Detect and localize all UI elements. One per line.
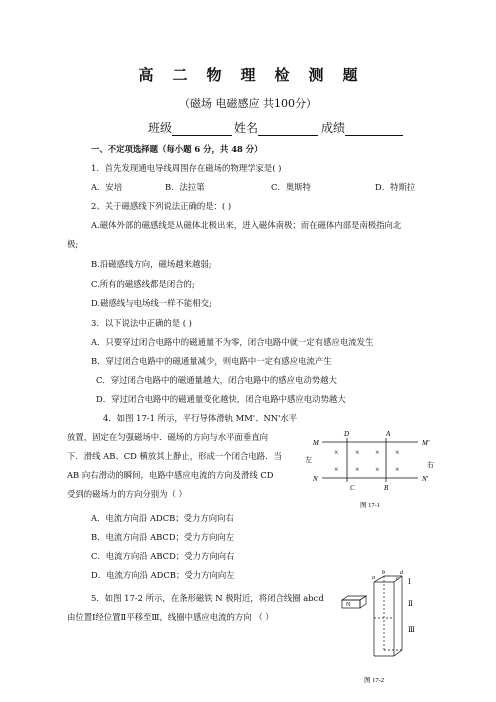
q4-line1: 4．如图 17-1 所示，平行导体滑轨 MM'、NN'水平 bbox=[103, 413, 298, 423]
label-c: C bbox=[350, 484, 355, 492]
name-field bbox=[234, 119, 318, 136]
q4-option-a: A．电流方向沿 ADCB；受力方向向右 bbox=[91, 513, 234, 523]
q5-line2: 由位置Ⅰ经位置Ⅱ平移至Ⅲ，线圈中感应电流的方向 （ ） bbox=[67, 612, 274, 622]
q2-stem: 2、关于磁感线下列说法正确的是：( ) bbox=[91, 201, 232, 211]
page-title: 高二物理检测题 bbox=[138, 66, 377, 84]
label-d: D bbox=[344, 430, 350, 438]
name-blank[interactable] bbox=[258, 123, 318, 136]
figure-17-1 bbox=[300, 428, 440, 518]
q5-line1: 5．如图 17-2 所示，在条形磁铁 N 极附近，将闭合线圈 abcd bbox=[91, 593, 324, 603]
coil-diag bbox=[394, 650, 402, 656]
q4-line3: 下．滑线 AB、CD 横放其上静止，形成一个闭合电路．当 bbox=[67, 451, 282, 461]
q2-option-b: B.沿磁感线方向，磁场越来越弱; bbox=[91, 259, 212, 269]
q2-option-d: D.磁感线与电场线一样不能相交; bbox=[91, 298, 212, 308]
label-m-prime: M' bbox=[422, 439, 430, 447]
magnet-end-face bbox=[360, 596, 366, 608]
q2-option-c: C.所有的磁感线都是闭合的; bbox=[91, 279, 195, 289]
coil-positions bbox=[374, 576, 402, 656]
label-n: N bbox=[313, 475, 318, 483]
q1-option-d: D．特斯拉 bbox=[375, 182, 416, 192]
field-cross: × bbox=[355, 465, 360, 474]
magnet-front-face bbox=[342, 600, 360, 608]
label-c: c bbox=[396, 576, 399, 582]
class-label: 班级 bbox=[148, 121, 173, 135]
q4-line5: 受到的磁场力的方向分别为（ ） bbox=[67, 489, 187, 499]
q3-option-c: C．穿过闭合电路中的磁通量越大，闭合电路中的感应电动势越大 bbox=[96, 375, 337, 385]
position-1-label: Ⅰ bbox=[408, 578, 411, 586]
label-b: B bbox=[384, 484, 389, 492]
figure-17-2 bbox=[338, 570, 438, 688]
label-right: 右 bbox=[427, 461, 434, 469]
coil-diag bbox=[374, 576, 384, 582]
label-a: a bbox=[372, 575, 375, 581]
label-n-prime: N' bbox=[422, 475, 429, 483]
label-b: b bbox=[382, 570, 385, 576]
q4-option-d: D．电流方向沿 ADCB；受力方向向左 bbox=[91, 570, 235, 580]
q4-line4: AB 向右滑动的瞬间，电路中感应电流的方向及滑线 CD bbox=[67, 470, 274, 480]
q1-option-b: B．法拉第 bbox=[165, 182, 205, 192]
q2-option-a: A.磁体外部的磁感线是从磁体北极出来，进入磁体南极；而在磁体内部是南极指向北 bbox=[91, 220, 402, 230]
magnetic-field-crosses bbox=[334, 448, 400, 474]
field-cross: × bbox=[334, 448, 339, 457]
figure-17-2-caption: 图 17-2 bbox=[364, 677, 385, 684]
field-cross: × bbox=[355, 448, 360, 457]
position-3-label: Ⅲ bbox=[408, 626, 415, 634]
class-blank[interactable] bbox=[172, 123, 232, 136]
field-cross: × bbox=[395, 448, 400, 457]
q3-option-d: D．穿过闭合电路中的磁通量变化越快，闭合电路中感应电动势越大 bbox=[96, 394, 346, 404]
field-cross: × bbox=[375, 448, 380, 457]
name-label: 姓名 bbox=[234, 121, 259, 135]
score-field bbox=[321, 119, 403, 136]
class-field bbox=[148, 119, 232, 136]
q3-option-b: B．穿过闭合电路中的磁通量减少，则电路中一定有感应电流产生 bbox=[91, 356, 332, 366]
q1-option-a: A．安培 bbox=[91, 182, 123, 192]
figure-17-1-caption: 图 17-1 bbox=[359, 502, 381, 509]
magnet-n-label: N bbox=[346, 602, 351, 608]
field-cross: × bbox=[395, 465, 400, 474]
position-2-label: Ⅱ bbox=[408, 600, 413, 608]
q4-option-b: B．电流方向沿 ABCD；受力方向向左 bbox=[91, 532, 235, 542]
score-blank[interactable] bbox=[345, 123, 403, 136]
q4-option-c: C．电流方向沿 ABCD；受力方向向右 bbox=[91, 551, 235, 561]
page-subtitle: （磁场 电磁感应 共100分） bbox=[179, 97, 317, 110]
label-d: d bbox=[400, 570, 403, 576]
score-label: 成绩 bbox=[321, 121, 346, 135]
q2-option-a-cont: 极; bbox=[67, 239, 79, 249]
q1-option-c: C．奥斯特 bbox=[271, 182, 311, 192]
q3-stem: 3．以下说法中正确的是 ( ) bbox=[91, 318, 192, 328]
q4-line2: 放置，固定在匀强磁场中．磁场的方向与水平面垂直向 bbox=[67, 432, 268, 442]
label-left: 左 bbox=[305, 456, 312, 464]
field-cross: × bbox=[375, 465, 380, 474]
q1-stem: 1．首先发现通电导线周围存在磁场的物理学家是( ) bbox=[91, 163, 282, 173]
q3-option-a: A．只要穿过闭合电路中的磁通量不为零，闭合电路中就一定有感应电流发生 bbox=[91, 337, 374, 347]
field-cross: × bbox=[334, 465, 339, 474]
label-m: M bbox=[313, 439, 319, 447]
label-a: A bbox=[386, 430, 391, 438]
section-heading: 一、不定项选择题（每小题 6 分，共 48 分） bbox=[91, 144, 263, 154]
